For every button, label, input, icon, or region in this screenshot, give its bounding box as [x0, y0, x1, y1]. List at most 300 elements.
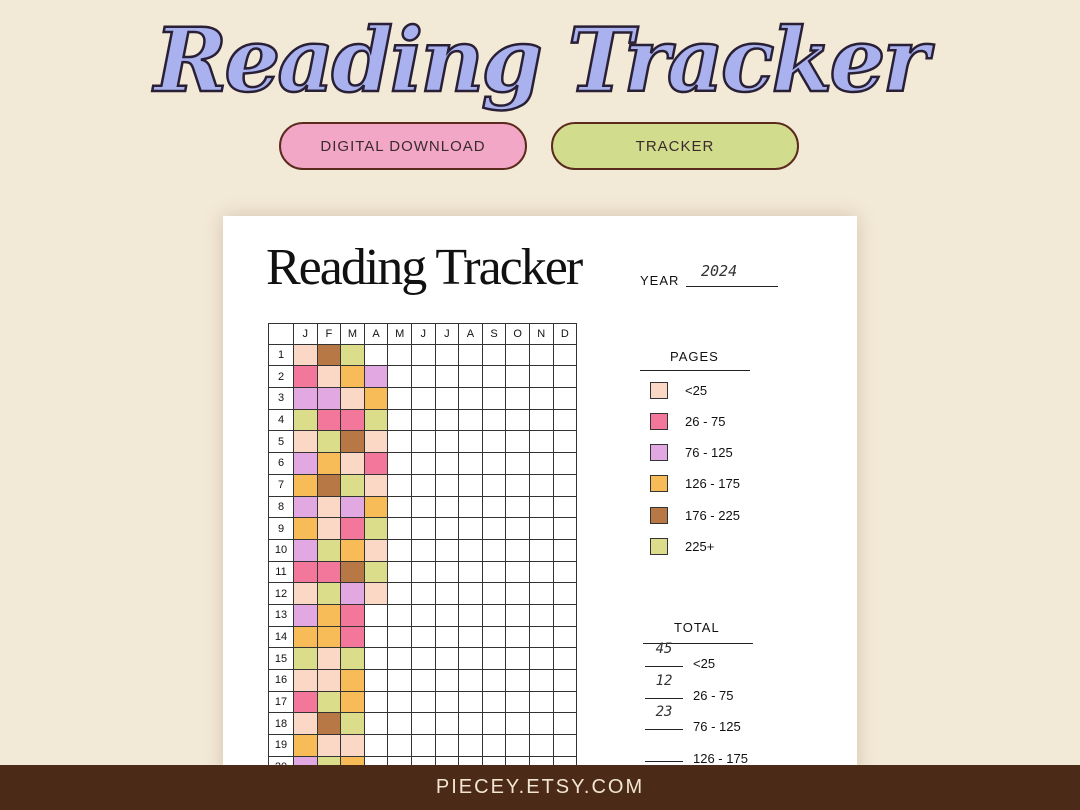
grid-row [268, 605, 577, 627]
day-cell [294, 562, 318, 584]
day-cell [412, 431, 436, 453]
day-cell [554, 583, 578, 605]
legend-item [650, 474, 740, 494]
day-cell [530, 605, 554, 627]
day-cell [388, 627, 412, 649]
day-cell [506, 431, 530, 453]
day-cell [365, 453, 389, 475]
day-cell [388, 345, 412, 367]
day-cell [412, 497, 436, 519]
grid-row [268, 366, 577, 388]
day-cell [459, 627, 483, 649]
day-cell [365, 345, 389, 367]
day-cell [412, 453, 436, 475]
day-cell [483, 735, 507, 757]
day-cell [554, 345, 578, 367]
total-count [645, 735, 683, 762]
day-cell [506, 540, 530, 562]
grid-row [268, 562, 577, 584]
day-cell [365, 475, 389, 497]
day-cell [459, 692, 483, 714]
day-cell [483, 562, 507, 584]
day-cell [388, 388, 412, 410]
day-cell [459, 713, 483, 735]
day-cell [483, 540, 507, 562]
day-cell [365, 431, 389, 453]
day-cell [554, 540, 578, 562]
day-cell [459, 431, 483, 453]
total-range-label: 126 - 175 [693, 750, 748, 766]
day-cell [554, 713, 578, 735]
day-cell [388, 497, 412, 519]
day-cell [318, 648, 342, 670]
day-cell [436, 345, 460, 367]
sheet-title: Reading Tracker [266, 239, 582, 296]
day-cell [294, 735, 318, 757]
day-cell [412, 410, 436, 432]
legend-swatch [650, 475, 668, 492]
day-cell [436, 410, 460, 432]
day-cell [412, 475, 436, 497]
day-cell [483, 605, 507, 627]
day-cell [530, 648, 554, 670]
day-cell [318, 583, 342, 605]
day-cell [483, 453, 507, 475]
day-cell [483, 713, 507, 735]
legend-label: 225+ [685, 539, 715, 554]
day-label: 19 [268, 735, 294, 757]
day-cell [506, 648, 530, 670]
day-cell [341, 366, 365, 388]
legend-title: PAGES [670, 349, 719, 364]
day-cell [294, 345, 318, 367]
day-cell [341, 713, 365, 735]
day-cell [412, 648, 436, 670]
day-cell [506, 583, 530, 605]
day-cell [388, 475, 412, 497]
grid-row [268, 713, 577, 735]
legend-label: 176 - 225 [685, 507, 740, 523]
day-cell [341, 605, 365, 627]
hero-title: Reading Tracker [154, 8, 926, 112]
tracker-sheet [223, 216, 857, 776]
day-cell [436, 475, 460, 497]
day-cell [318, 345, 342, 367]
day-cell [506, 627, 530, 649]
day-cell [388, 562, 412, 584]
legend-swatch [650, 382, 668, 399]
footer-banner: PIECEY.ETSY.COM [0, 765, 1080, 810]
day-cell [459, 735, 483, 757]
day-cell [388, 410, 412, 432]
day-cell [341, 540, 365, 562]
tag-tracker: TRACKER [551, 122, 799, 170]
day-cell [294, 388, 318, 410]
day-label: 4 [268, 410, 294, 432]
day-cell [530, 692, 554, 714]
day-cell [318, 431, 342, 453]
day-cell [530, 497, 554, 519]
month-header: M [388, 323, 412, 345]
month-header: M [341, 323, 365, 345]
day-cell [318, 713, 342, 735]
day-cell [554, 475, 578, 497]
total-title: TOTAL [674, 620, 720, 635]
day-cell [459, 605, 483, 627]
day-label: 12 [268, 583, 294, 605]
day-cell [341, 692, 365, 714]
day-cell [436, 735, 460, 757]
day-cell [412, 605, 436, 627]
day-cell [294, 366, 318, 388]
day-cell [365, 518, 389, 540]
grid-row [268, 497, 577, 519]
day-cell [436, 605, 460, 627]
day-label: 14 [268, 627, 294, 649]
grid-row [268, 583, 577, 605]
legend-swatch [650, 538, 668, 555]
day-cell [554, 518, 578, 540]
month-header: O [506, 323, 530, 345]
day-cell [341, 475, 365, 497]
day-cell [506, 670, 530, 692]
day-cell [530, 518, 554, 540]
day-cell [294, 431, 318, 453]
day-cell [318, 605, 342, 627]
day-cell [365, 692, 389, 714]
total-range-label: 76 - 125 [693, 719, 741, 734]
day-label: 17 [268, 692, 294, 714]
day-cell [554, 627, 578, 649]
grid-row [268, 648, 577, 670]
day-cell [294, 605, 318, 627]
day-cell [506, 518, 530, 540]
grid-row [268, 735, 577, 757]
day-cell [412, 713, 436, 735]
day-cell [554, 648, 578, 670]
legend-label: 76 - 125 [685, 445, 733, 461]
year-value: 2024 [701, 262, 738, 280]
day-cell [388, 692, 412, 714]
day-cell [388, 583, 412, 605]
day-cell [318, 670, 342, 692]
total-range-label: <25 [693, 656, 716, 671]
day-cell [506, 497, 530, 519]
day-label: 2 [268, 366, 294, 388]
day-cell [436, 583, 460, 605]
day-cell [341, 497, 365, 519]
day-cell [506, 562, 530, 584]
day-cell [483, 583, 507, 605]
legend-swatch [650, 413, 668, 430]
day-cell [459, 670, 483, 692]
day-cell [530, 431, 554, 453]
day-cell [294, 583, 318, 605]
day-cell [554, 497, 578, 519]
grid-row [268, 540, 577, 562]
month-header: J [436, 323, 460, 345]
day-cell [483, 366, 507, 388]
day-cell [388, 713, 412, 735]
day-cell [459, 366, 483, 388]
day-cell [341, 388, 365, 410]
day-cell [318, 366, 342, 388]
day-cell [530, 475, 554, 497]
total-count: 23 [645, 703, 683, 730]
day-cell [530, 583, 554, 605]
day-cell [365, 713, 389, 735]
total-count: 45 [645, 640, 683, 667]
legend-item [650, 537, 714, 557]
day-cell [436, 713, 460, 735]
day-cell [412, 388, 436, 410]
day-cell [436, 497, 460, 519]
total-count: 12 [645, 672, 683, 699]
day-cell [294, 713, 318, 735]
grid-row [268, 670, 577, 692]
day-cell [341, 518, 365, 540]
day-cell [412, 540, 436, 562]
day-cell [554, 431, 578, 453]
day-cell [459, 562, 483, 584]
month-header: J [412, 323, 436, 345]
day-cell [506, 410, 530, 432]
month-header: F [318, 323, 342, 345]
day-label: 10 [268, 540, 294, 562]
day-cell [554, 692, 578, 714]
day-label: 18 [268, 713, 294, 735]
day-cell [530, 627, 554, 649]
day-cell [436, 692, 460, 714]
legend-item [650, 380, 707, 400]
day-label: 9 [268, 518, 294, 540]
day-cell [318, 453, 342, 475]
day-cell [388, 431, 412, 453]
day-cell [530, 366, 554, 388]
day-cell [530, 735, 554, 757]
day-label: 13 [268, 605, 294, 627]
day-cell [530, 670, 554, 692]
day-cell [365, 540, 389, 562]
day-cell [459, 583, 483, 605]
day-cell [318, 410, 342, 432]
day-cell [388, 735, 412, 757]
legend-item [650, 505, 740, 525]
day-cell [506, 388, 530, 410]
legend-label: 126 - 175 [685, 476, 740, 492]
day-cell [341, 431, 365, 453]
day-cell [483, 497, 507, 519]
day-cell [341, 670, 365, 692]
day-cell [318, 540, 342, 562]
legend-item [650, 443, 733, 463]
day-cell [459, 648, 483, 670]
day-label: 1 [268, 345, 294, 367]
day-cell [459, 388, 483, 410]
day-cell [341, 583, 365, 605]
day-cell [388, 540, 412, 562]
day-cell [412, 583, 436, 605]
day-cell [412, 366, 436, 388]
day-cell [530, 713, 554, 735]
grid-row [268, 692, 577, 714]
day-cell [436, 627, 460, 649]
grid-row [268, 410, 577, 432]
day-cell [365, 410, 389, 432]
month-header: A [459, 323, 483, 345]
day-cell [483, 410, 507, 432]
day-cell [294, 518, 318, 540]
day-cell [459, 345, 483, 367]
month-header: J [294, 323, 318, 345]
day-cell [459, 518, 483, 540]
tag-digital-download: DIGITAL DOWNLOAD [279, 122, 527, 170]
day-cell [506, 475, 530, 497]
day-label: 8 [268, 497, 294, 519]
month-header: S [483, 323, 507, 345]
day-cell [554, 366, 578, 388]
day-label: 11 [268, 562, 294, 584]
legend-item [650, 411, 725, 431]
day-cell [294, 627, 318, 649]
day-cell [554, 605, 578, 627]
day-cell [436, 670, 460, 692]
grid-row [268, 431, 577, 453]
day-cell [554, 388, 578, 410]
grid-header-row [268, 323, 577, 345]
day-cell [341, 453, 365, 475]
day-cell [530, 410, 554, 432]
day-cell [483, 692, 507, 714]
day-cell [412, 735, 436, 757]
day-cell [530, 562, 554, 584]
day-cell [530, 345, 554, 367]
day-cell [436, 453, 460, 475]
day-cell [506, 605, 530, 627]
day-cell [436, 562, 460, 584]
day-cell [459, 497, 483, 519]
day-cell [318, 475, 342, 497]
day-cell [365, 605, 389, 627]
day-label: 3 [268, 388, 294, 410]
day-cell [436, 388, 460, 410]
legend-label: 26 - 75 [685, 413, 726, 429]
day-cell [365, 497, 389, 519]
day-cell [318, 388, 342, 410]
day-cell [365, 388, 389, 410]
day-cell [506, 366, 530, 388]
day-cell [483, 670, 507, 692]
day-cell [318, 627, 342, 649]
day-cell [365, 627, 389, 649]
grid-row [268, 345, 577, 367]
day-cell [412, 345, 436, 367]
day-cell [294, 475, 318, 497]
month-header: D [554, 323, 578, 345]
day-cell [318, 735, 342, 757]
legend-swatch [650, 444, 668, 461]
day-cell [483, 627, 507, 649]
day-cell [365, 366, 389, 388]
day-cell [365, 735, 389, 757]
day-cell [388, 670, 412, 692]
day-cell [530, 388, 554, 410]
day-label: 7 [268, 475, 294, 497]
day-cell [554, 410, 578, 432]
day-cell [436, 540, 460, 562]
day-cell [459, 453, 483, 475]
day-cell [294, 692, 318, 714]
month-header: A [365, 323, 389, 345]
tracker-grid [268, 323, 577, 778]
day-cell [436, 431, 460, 453]
day-cell [341, 648, 365, 670]
grid-row [268, 453, 577, 475]
day-cell [388, 453, 412, 475]
day-cell [318, 692, 342, 714]
day-cell [554, 735, 578, 757]
day-cell [294, 453, 318, 475]
year-label: YEAR [640, 273, 680, 288]
day-cell [412, 670, 436, 692]
day-cell [436, 366, 460, 388]
day-cell [388, 518, 412, 540]
day-cell [412, 692, 436, 714]
day-cell [506, 735, 530, 757]
day-cell [294, 410, 318, 432]
day-cell [530, 453, 554, 475]
day-cell [341, 627, 365, 649]
day-cell [318, 497, 342, 519]
day-cell [554, 562, 578, 584]
day-label: 6 [268, 453, 294, 475]
day-cell [436, 648, 460, 670]
day-cell [506, 453, 530, 475]
day-cell [412, 518, 436, 540]
day-cell [365, 648, 389, 670]
day-cell [436, 518, 460, 540]
day-cell [365, 562, 389, 584]
day-cell [341, 562, 365, 584]
day-cell [483, 648, 507, 670]
month-header: N [530, 323, 554, 345]
day-cell [318, 562, 342, 584]
day-cell [530, 540, 554, 562]
grid-row [268, 475, 577, 497]
day-cell [365, 670, 389, 692]
day-cell [506, 345, 530, 367]
day-cell [341, 735, 365, 757]
day-cell [459, 410, 483, 432]
day-cell [483, 475, 507, 497]
legend-swatch [650, 507, 668, 524]
day-cell [365, 583, 389, 605]
day-cell [341, 410, 365, 432]
grid-row [268, 518, 577, 540]
legend-divider [640, 370, 750, 371]
day-cell [483, 345, 507, 367]
day-cell [412, 562, 436, 584]
day-cell [294, 648, 318, 670]
legend-label: <25 [685, 382, 708, 398]
day-cell [388, 605, 412, 627]
day-cell [483, 431, 507, 453]
day-cell [554, 453, 578, 475]
day-cell [318, 518, 342, 540]
day-cell [388, 366, 412, 388]
day-cell [412, 627, 436, 649]
day-label: 16 [268, 670, 294, 692]
